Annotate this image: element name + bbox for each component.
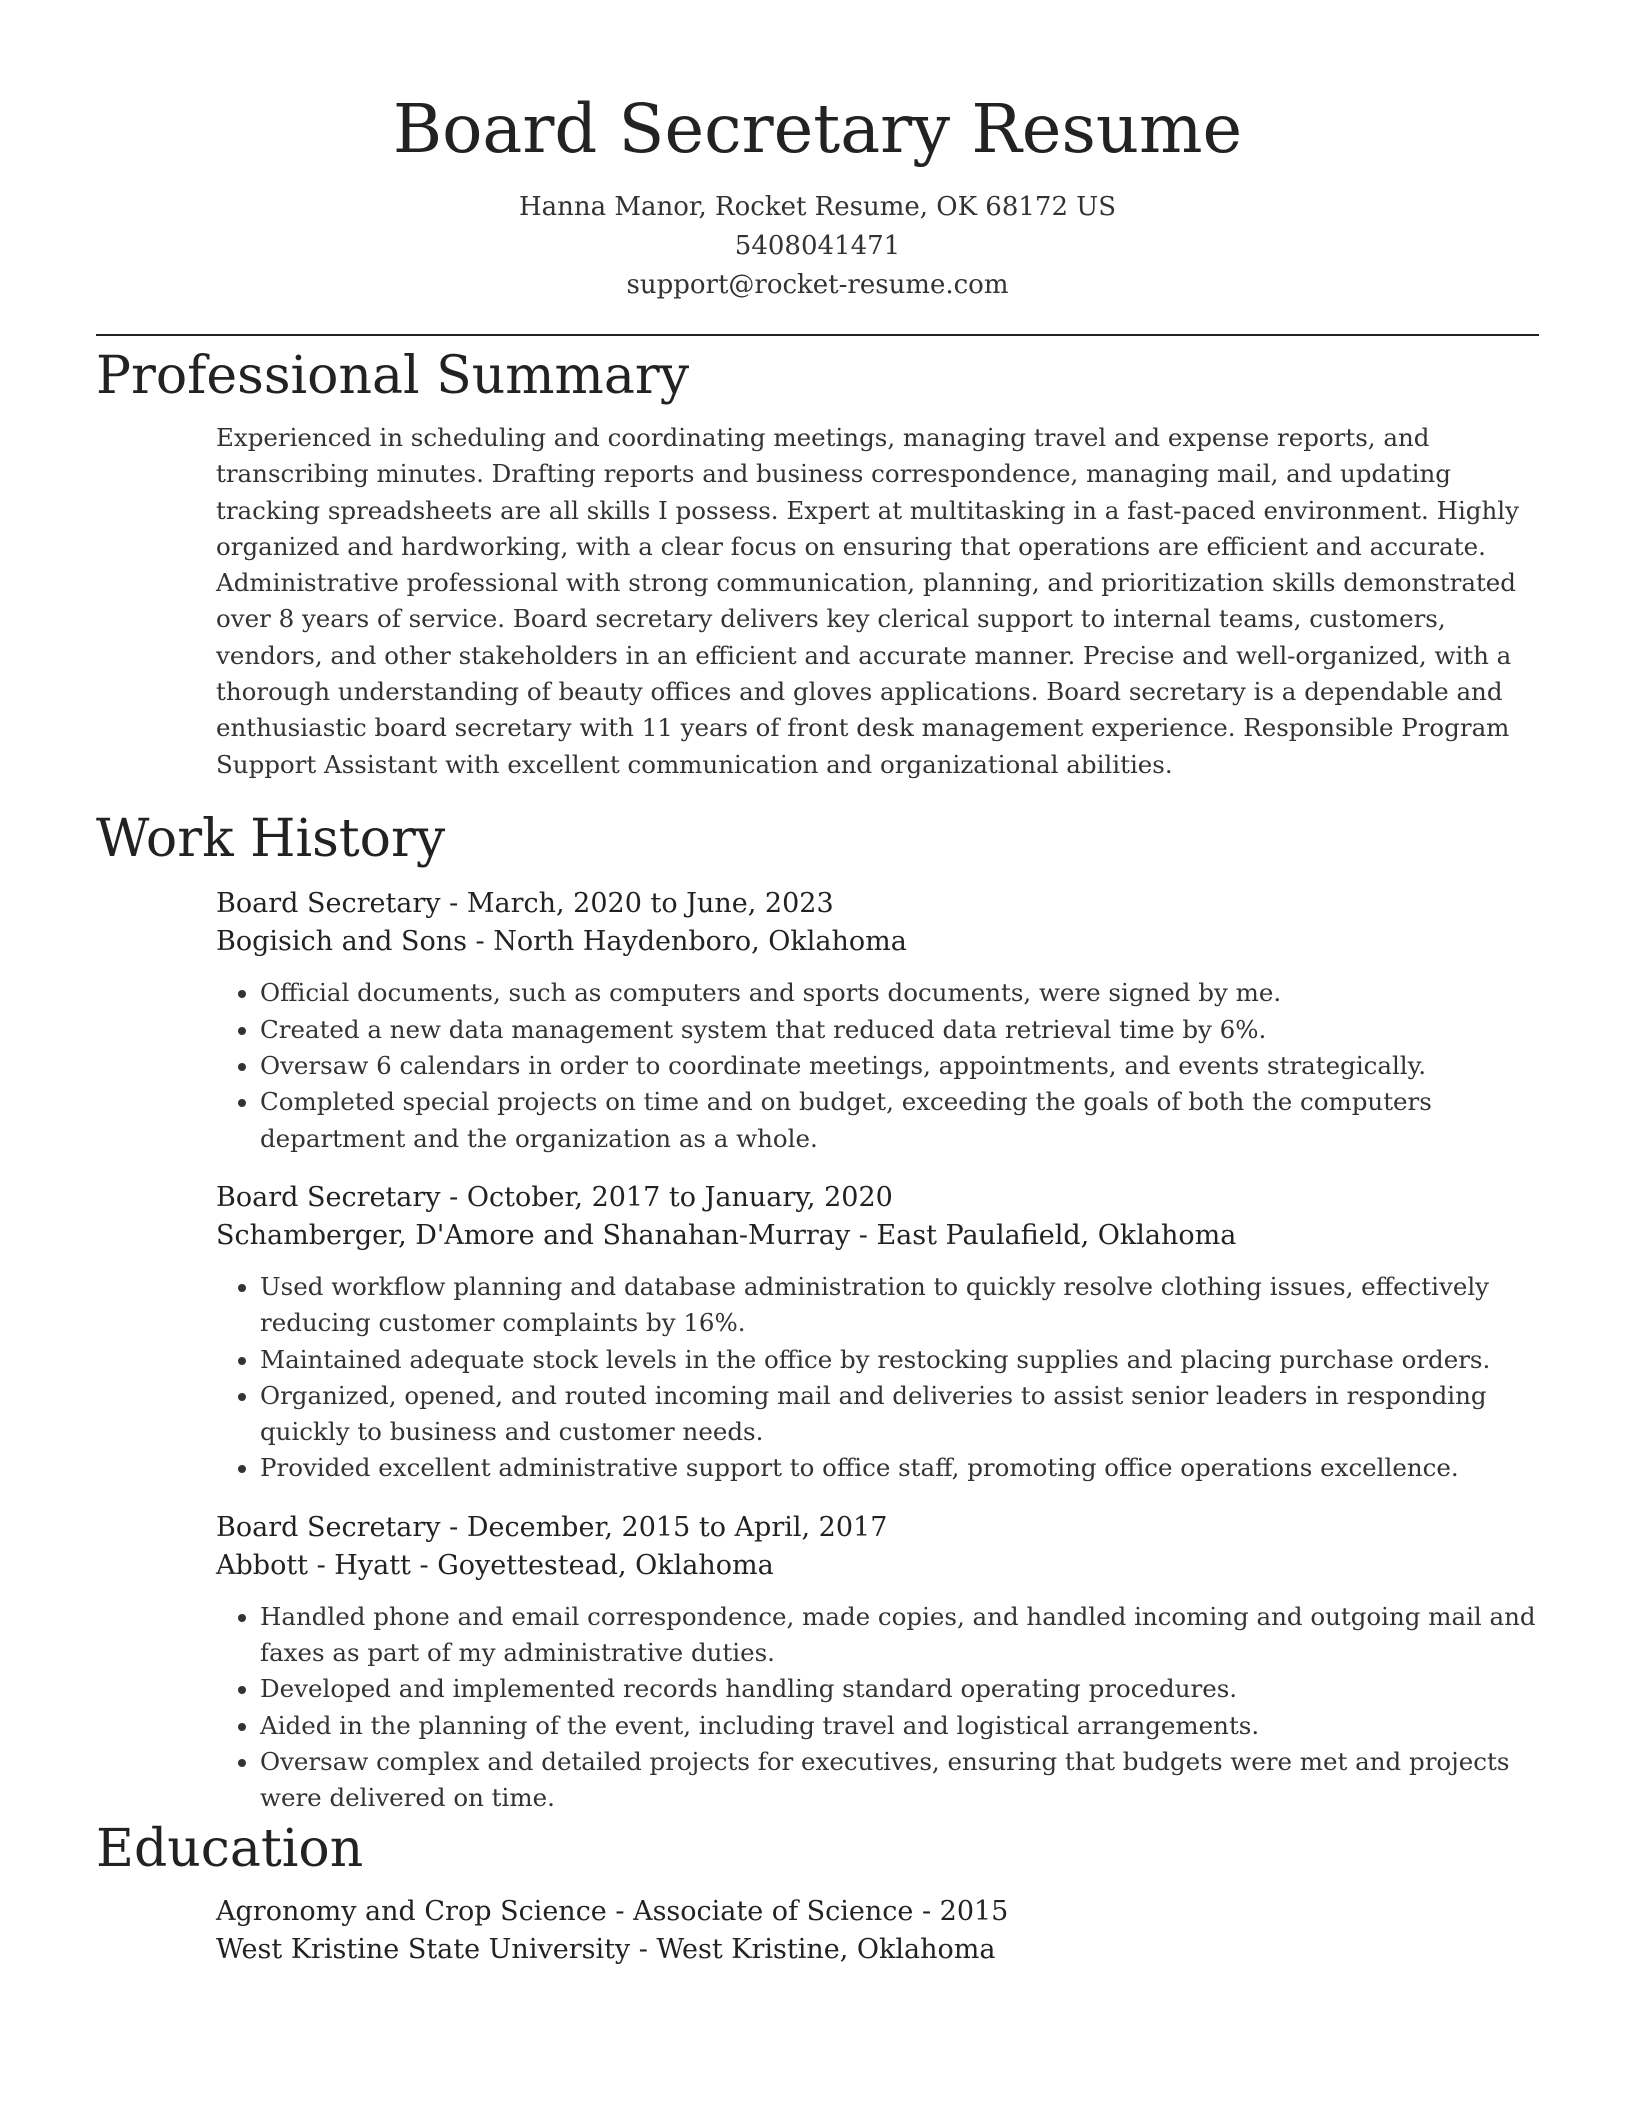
- job-company-line: [216, 923, 1539, 961]
- header-divider: [96, 334, 1539, 336]
- education-school: West Kristine State University: [216, 1933, 631, 1965]
- job-title-line: [216, 1509, 1539, 1547]
- job-bullets: [216, 1269, 1539, 1487]
- education-degree: Agronomy and Crop Science - Associate of Science - 2015: [216, 1895, 1009, 1927]
- education-school-line: [216, 1931, 1539, 1969]
- job-bullet: • Completed special projects on time and on budget, exceeding the goals of both the computers department and the organization as a whole.: [260, 1084, 1539, 1157]
- contact-block: [96, 188, 1539, 305]
- job-bullet: • Created a new data management system that reduced data retrieval time by 6%.: [260, 1012, 1539, 1048]
- education-entry: [216, 1893, 1539, 1969]
- job-bullet: • Organized, opened, and routed incoming mail and deliveries to assist senior leaders in responding quickly to business and customer needs.: [260, 1378, 1539, 1451]
- education-heading: Education: [96, 1818, 364, 1879]
- resume-title: Board Secretary Resume: [392, 90, 1243, 168]
- job-bullets: [216, 975, 1539, 1156]
- job-company: Schamberger, D'Amore and Shanahan-Murray: [216, 1219, 851, 1251]
- job-entry: [216, 1179, 1539, 1487]
- resume-header: [96, 0, 1539, 305]
- job-bullet: • Oversaw 6 calendars in order to coordinate meetings, appointments, and events strategically.: [260, 1048, 1539, 1084]
- education-location: - West Kristine, Oklahoma: [630, 1933, 996, 1965]
- job-dates: - December, 2015 to April, 2017: [440, 1511, 888, 1543]
- job-title-line: [216, 1179, 1539, 1217]
- job-entry: [216, 885, 1539, 1156]
- job-company-line: [216, 1547, 1539, 1585]
- job-title: Board Secretary: [216, 888, 441, 920]
- job-bullets: [216, 1599, 1539, 1817]
- job-bullet: • Handled phone and email correspondence, made copies, and handled incoming and outgoing mail and faxes as part of my administrative duties.: [260, 1599, 1539, 1672]
- job-bullet: • Developed and implemented records handling standard operating procedures.: [260, 1671, 1539, 1707]
- job-entry: [216, 1509, 1539, 1817]
- job-location: - Goyettestead, Oklahoma: [410, 1549, 774, 1581]
- resume-page: [96, 0, 1539, 1969]
- job-bullet: • Maintained adequate stock levels in the office by restocking supplies and placing purchase orders.: [260, 1342, 1539, 1378]
- work-history-heading: Work History: [96, 809, 446, 870]
- job-dates: - March, 2020 to June, 2023: [440, 888, 834, 920]
- job-bullet: • Provided excellent administrative support to office staff, promoting office operations excellence.: [260, 1450, 1539, 1486]
- job-bullet: • Official documents, such as computers and sports documents, were signed by me.: [260, 975, 1539, 1011]
- job-title: Board Secretary: [216, 1511, 441, 1543]
- work-history-list: [216, 885, 1539, 1816]
- summary-heading: Professional Summary: [96, 346, 690, 406]
- contact-email: support@rocket-resume.com: [626, 270, 1009, 300]
- job-company: Abbott - Hyatt: [216, 1549, 411, 1581]
- job-bullet: • Oversaw complex and detailed projects for executives, ensuring that budgets were met and projects were delivered on time.: [260, 1744, 1539, 1817]
- contact-address: Hanna Manor, Rocket Resume, OK 68172 US: [518, 192, 1117, 222]
- job-company: Bogisich and Sons: [216, 926, 467, 958]
- job-title-line: [216, 885, 1539, 923]
- summary-text: Experienced in scheduling and coordinating meetings, managing travel and expense reports, and transcribing minutes. Drafting reports and business correspondence, managing mail, and updating tracking spreadsheets are all skills I possess. Expert at multitasking in a fast-paced environment. Highly organized and hardworking, with a clear focus on ensuring that operations are efficient and accurate. Administrative professional with strong communication, planning, and prioritization skills demonstrated over 8 years of service. Board secretary delivers key clerical support to internal teams, customers, vendors, and other stakeholders in an efficient and accurate manner. Precise and well-organized, with a thorough understanding of beauty offices and gloves applications. Board secretary is a dependable and enthusiastic board secretary with 11 years of front desk management experience. Responsible Program Support Assistant with excellent communication and organizational abilities.: [216, 423, 1519, 779]
- job-bullet: • Used workflow planning and database administration to quickly resolve clothing issues, effectively reducing customer complaints by 16%.: [260, 1269, 1539, 1342]
- job-company-line: [216, 1217, 1539, 1255]
- job-bullet: • Aided in the planning of the event, including travel and logistical arrangements.: [260, 1708, 1539, 1744]
- job-location: - East Paulafield, Oklahoma: [850, 1219, 1237, 1251]
- job-dates: - October, 2017 to January, 2020: [440, 1181, 893, 1213]
- job-title: Board Secretary: [216, 1181, 441, 1213]
- job-location: - North Haydenboro, Oklahoma: [466, 926, 907, 958]
- contact-phone: 5408041471: [734, 231, 901, 261]
